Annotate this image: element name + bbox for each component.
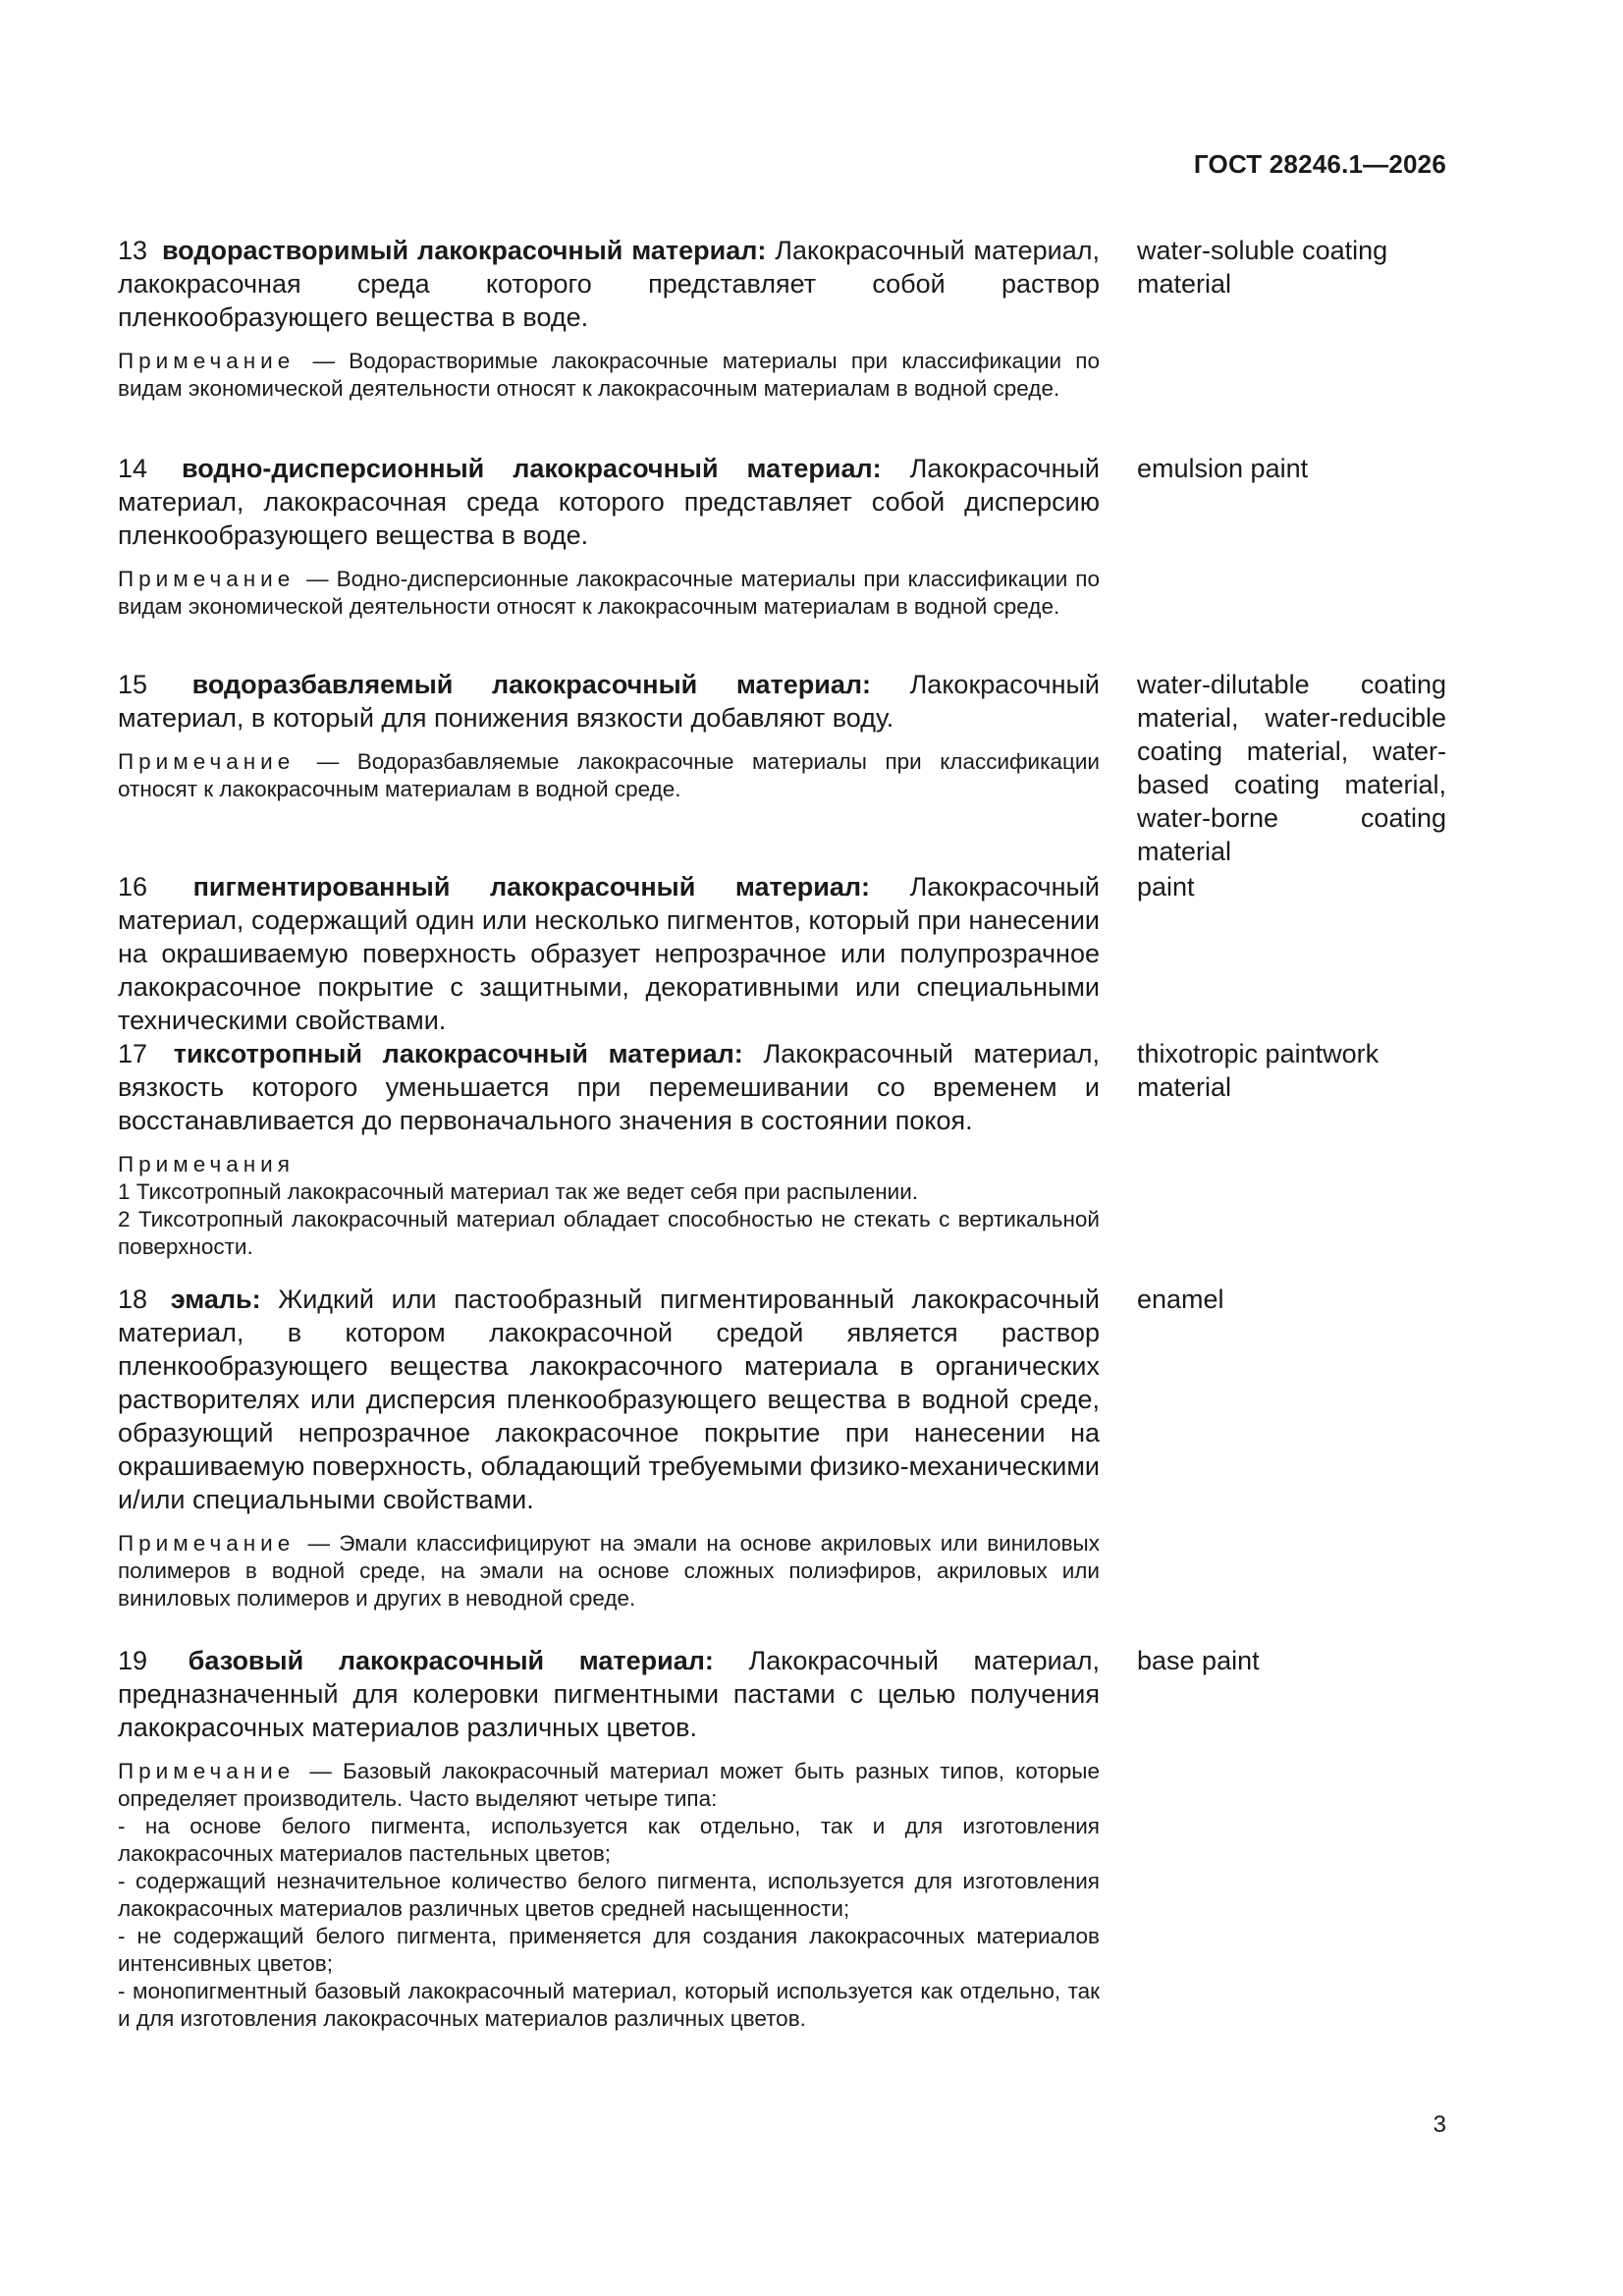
note-label: Примечание bbox=[118, 567, 296, 591]
definition-text: Жидкий или пастообразный пигментированный лакокрасочный материал, в котором лакокрасочной средой является раствор пленкообразующего вещества лакокрасочного материала в органических растворителях или дисперсия пленкообразующего вещества в водной среде, образующий непрозрачное лакокрасочное покрытие при нанесении на окрашиваемую поверхность, обладающий требуемыми физико-механическими и/или специальными свойствами. bbox=[118, 1285, 1100, 1514]
entry-number: 13 bbox=[118, 236, 148, 265]
page-number: 3 bbox=[1433, 2111, 1446, 2138]
term-entry-17 bbox=[118, 1037, 1100, 1261]
note-label: Примечание bbox=[118, 749, 296, 774]
note bbox=[118, 1530, 1100, 1613]
definition-text: Лакокрасочный материал, вязкость которого уменьшается при перемешивании со временем и восстанавливается до первоначального значения в состоянии покоя. bbox=[118, 1039, 1100, 1135]
document-header: ГОСТ 28246.1—2026 bbox=[1193, 149, 1446, 179]
entry-number: 17 bbox=[118, 1039, 148, 1068]
english-term-19: base paint bbox=[1137, 1646, 1260, 1675]
term-entry-16 bbox=[118, 870, 1100, 1037]
note-list-item: - не содержащий белого пигмента, применяется для создания лакокрасочных материалов интенсивных цветов; bbox=[118, 1924, 1100, 1976]
note bbox=[118, 348, 1100, 403]
definition-text: Лакокрасочный материал, лакокрасочная среда которого представляет собой дисперсию пленкообразующего вещества в воде. bbox=[118, 454, 1100, 550]
entry-number: 14 bbox=[118, 454, 148, 483]
note-list-item: - на основе белого пигмента, используется как отдельно, так и для изготовления лакокрасочных материалов пастельных цветов; bbox=[118, 1814, 1100, 1866]
note-text: — Водорастворимые лакокрасочные материалы при классификации по видам экономической деятельности относят к лакокрасочным материалам в водной среде. bbox=[118, 349, 1100, 401]
term: водорастворимый лакокрасочный материал: bbox=[161, 236, 767, 265]
definition bbox=[118, 452, 1100, 552]
english-term-13: water-soluble coating material bbox=[1137, 236, 1388, 299]
term-entry-13 bbox=[118, 234, 1100, 403]
note-label: Примечание bbox=[118, 349, 296, 373]
definition bbox=[118, 1644, 1100, 1744]
term-entry-15 bbox=[118, 668, 1100, 803]
note-text: — Эмали классифицируют на эмали на основе акриловых или виниловых полимеров в водной среде, на эмали на основе сложных полиэфиров, акриловых или виниловых полимеров и других в неводной среде. bbox=[118, 1531, 1100, 1611]
note-text: — Водоразбавляемые лакокрасочные материалы при классификации относят к лакокрасочным материалам в водной среде. bbox=[118, 749, 1100, 801]
notes-label: Примечания bbox=[118, 1152, 295, 1176]
note-text: — Водно-дисперсионные лакокрасочные материалы при классификации по видам экономической деятельности относят к лакокрасочным материалам в водной среде. bbox=[118, 567, 1100, 619]
term: водоразбавляемый лакокрасочный материал: bbox=[191, 670, 871, 699]
note-item-1: 1 Тиксотропный лакокрасочный материал так же ведет себя при распылении. bbox=[118, 1179, 919, 1204]
definition bbox=[118, 1037, 1100, 1137]
english-term-15: water-dilutable coating material, water-reducible coating material, water-based coating material, water-borne coating material bbox=[1137, 670, 1446, 866]
definition-text: Лакокрасочный материал, в который для понижения вязкости добавляют воду. bbox=[118, 670, 1100, 733]
english-term-14: emulsion paint bbox=[1137, 454, 1309, 483]
definition-text: Лакокрасочный материал, лакокрасочная среда которого представляет собой раствор пленкообразующего вещества в воде. bbox=[118, 236, 1100, 332]
english-term-18: enamel bbox=[1137, 1285, 1224, 1314]
note-item-2: 2 Тиксотропный лакокрасочный материал обладает способностью не стекать с вертикальной поверхности. bbox=[118, 1207, 1100, 1259]
term: эмаль: bbox=[170, 1285, 261, 1314]
note-text: — Базовый лакокрасочный материал может быть разных типов, которые определяет производитель. Часто выделяют четыре типа: bbox=[118, 1759, 1100, 1811]
definition bbox=[118, 870, 1100, 1037]
entry-number: 15 bbox=[118, 670, 148, 699]
definition bbox=[118, 234, 1100, 334]
definition-text: Лакокрасочный материал, предназначенный для колеровки пигментными пастами с целью получения лакокрасочных материалов различных цветов. bbox=[118, 1646, 1100, 1742]
note bbox=[118, 566, 1100, 621]
english-term-17: thixotropic paintwork material bbox=[1137, 1039, 1380, 1102]
definition bbox=[118, 1283, 1100, 1516]
note-list-item: - монопигментный базовый лакокрасочный материал, который используется как отдельно, так и для изготовления лакокрасочных материалов различных цветов. bbox=[118, 1979, 1100, 2031]
term: пигментированный лакокрасочный материал: bbox=[192, 872, 870, 902]
note bbox=[118, 748, 1100, 803]
note bbox=[118, 1758, 1100, 2033]
term: водно-дисперсионный лакокрасочный материал: bbox=[182, 454, 882, 483]
notes bbox=[118, 1151, 1100, 1261]
note-label: Примечание bbox=[118, 1531, 296, 1556]
term-entry-18 bbox=[118, 1283, 1100, 1613]
definition-text: Лакокрасочный материал, содержащий один или несколько пигментов, который при нанесении на окрашиваемую поверхность образует непрозрачное или полупрозрачное лакокрасочное покрытие с защитными, декоративными или специальными техническими свойствами. bbox=[118, 872, 1100, 1035]
note-label: Примечание bbox=[118, 1759, 296, 1783]
term: базовый лакокрасочный материал: bbox=[188, 1646, 714, 1675]
term: тиксотропный лакокрасочный материал: bbox=[173, 1039, 743, 1068]
definition bbox=[118, 668, 1100, 735]
entry-number: 18 bbox=[118, 1285, 148, 1314]
entry-number: 16 bbox=[118, 872, 148, 902]
english-term-16: paint bbox=[1137, 872, 1195, 902]
term-entry-19 bbox=[118, 1644, 1100, 2033]
entry-number: 19 bbox=[118, 1646, 148, 1675]
term-entry-14 bbox=[118, 452, 1100, 621]
note-list-item: - содержащий незначительное количество белого пигмента, используется для изготовления лакокрасочных материалов различных цветов средней насыщенности; bbox=[118, 1869, 1100, 1921]
